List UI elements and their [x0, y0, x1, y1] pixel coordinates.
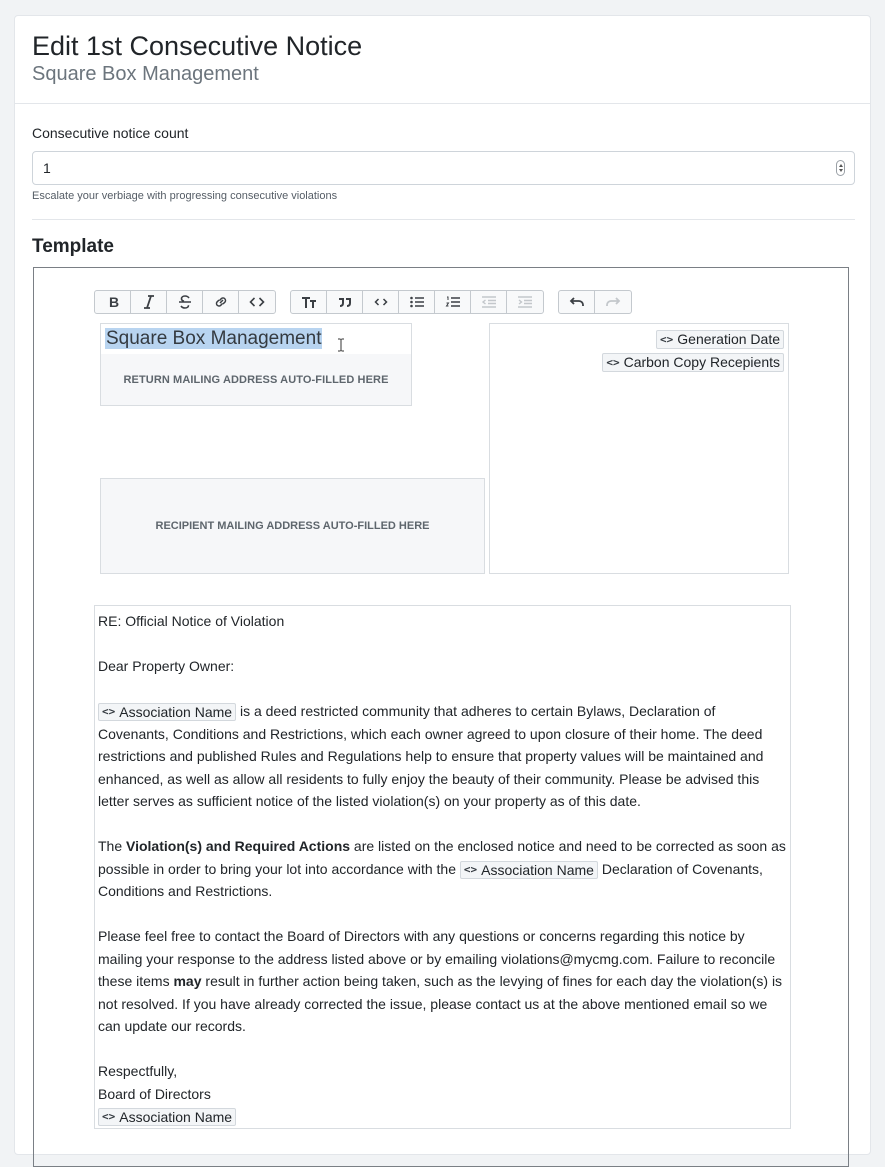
- template-section-title: Template: [32, 236, 115, 257]
- recipient-address-block[interactable]: [100, 478, 485, 574]
- italic-icon[interactable]: [131, 291, 167, 313]
- header-token-list: [602, 330, 784, 372]
- letter-greeting: Dear Property Owner:: [98, 658, 235, 674]
- card-header: [15, 16, 870, 104]
- letter-signature: Board of Directors: [98, 1085, 211, 1102]
- return-name-row[interactable]: [101, 324, 411, 354]
- code-icon: <>: [606, 356, 620, 369]
- section-divider: [32, 219, 855, 220]
- ordered-list-icon[interactable]: [435, 291, 471, 313]
- paragraph-text: Declaration of Covenants, Conditions and Restrictions.: [98, 860, 763, 899]
- code-icon[interactable]: [239, 291, 275, 313]
- may-bold-text: may: [173, 973, 202, 989]
- association-name-token[interactable]: [98, 703, 236, 721]
- letter-re-line: RE: Official Notice of Violation: [98, 613, 285, 629]
- bullet-list-icon[interactable]: [399, 291, 435, 313]
- return-name-selected-text[interactable]: Square Box Management: [106, 328, 322, 349]
- consecutive-count-value: 1: [43, 160, 51, 176]
- code-icon: <>: [102, 705, 116, 718]
- return-address-block[interactable]: [100, 323, 412, 406]
- paragraph-text: Please feel free to contact the Board of Directors with any questions or concerns regarding this notice by mailing your response to the address listed above or by emailing violations@mycmg.com. Failure to reconcile these items: [98, 928, 776, 989]
- paragraph-text: are listed on the enclosed notice and need to be corrected as soon as possible in order to bring your lot into accordance with the: [98, 838, 786, 877]
- count-help-text: Escalate your verbiage with progressing consecutive violations: [32, 190, 338, 202]
- association-name-token[interactable]: [460, 861, 598, 879]
- outdent-icon[interactable]: [471, 291, 507, 313]
- violations-bold-text: Violation(s) and Required Actions: [126, 838, 351, 854]
- bold-icon[interactable]: [95, 291, 131, 313]
- token-label: Association Name: [481, 861, 594, 878]
- link-icon[interactable]: [203, 291, 239, 313]
- letter-paragraph-2: [98, 835, 787, 903]
- letter-body[interactable]: [94, 605, 791, 1129]
- toolbar-group-history: [558, 290, 632, 314]
- code-block-icon[interactable]: [363, 291, 399, 313]
- consecutive-count-label: Consecutive notice count: [32, 125, 189, 141]
- spinner-down-icon[interactable]: [839, 169, 843, 172]
- consecutive-count-input[interactable]: [32, 151, 855, 185]
- redo-icon[interactable]: [595, 291, 631, 313]
- undo-icon[interactable]: [559, 291, 595, 313]
- token-label: Association Name: [119, 1109, 233, 1125]
- svg-text:B: B: [108, 294, 119, 310]
- blockquote-icon[interactable]: [327, 291, 363, 313]
- carbon-copy-token[interactable]: [602, 353, 784, 372]
- number-spinner[interactable]: [836, 160, 845, 176]
- header-tokens-block[interactable]: [489, 323, 789, 574]
- editor-toolbar: [94, 290, 632, 314]
- token-label: Association Name: [119, 704, 233, 720]
- spinner-up-icon[interactable]: [839, 164, 843, 167]
- strikethrough-icon[interactable]: [167, 291, 203, 313]
- paragraph-text: The: [98, 838, 127, 854]
- return-address-placeholder: RETURN MAILING ADDRESS AUTO-FILLED HERE: [123, 374, 389, 386]
- code-icon: <>: [660, 333, 674, 346]
- paragraph-text: is a deed restricted community that adheres to certain Bylaws, Declaration of Covenants, Conditions and Restrictions, which each owner agreed to upon closure of their home. The deed restrictions and published Rules and Regulations help to ensure that property values will be maintained and enhanced, as well as allow all residents to fully enjoy the beauty of their community. Please be advised this letter serves as sufficient notice of the listed violation(s) on your property as of this date.: [98, 703, 764, 809]
- toolbar-group-block: [290, 290, 544, 314]
- association-name-token[interactable]: [98, 1108, 236, 1126]
- page-subtitle: Square Box Management: [32, 63, 259, 85]
- heading-icon[interactable]: [291, 291, 327, 313]
- edit-notice-card: [14, 15, 871, 1155]
- letter-paragraph-3: [98, 925, 787, 1038]
- generation-date-token[interactable]: [656, 330, 784, 349]
- toolbar-group-inline: [94, 290, 276, 314]
- paragraph-text: result in further action being taken, such as the levying of fines for each day the violation(s) is not resolved. If you have already corrected the issue, please contact us at the above mentioned email so we can update our records.: [98, 973, 783, 1034]
- code-icon: <>: [102, 1110, 116, 1123]
- token-label: Carbon Copy Recepients: [623, 354, 780, 370]
- token-label: Generation Date: [677, 331, 780, 347]
- letter-signature-token-line: [98, 1105, 787, 1128]
- indent-icon[interactable]: [507, 291, 543, 313]
- recipient-address-placeholder: RECIPIENT MAILING ADDRESS AUTO-FILLED HERE: [155, 520, 430, 532]
- text-cursor-icon: [337, 338, 345, 352]
- template-editor[interactable]: [33, 267, 849, 1167]
- code-icon: <>: [463, 862, 478, 876]
- page-title: Edit 1st Consecutive Notice: [32, 31, 363, 61]
- letter-closing: Respectfully,: [98, 1063, 178, 1079]
- letter-paragraph-1: [98, 700, 787, 813]
